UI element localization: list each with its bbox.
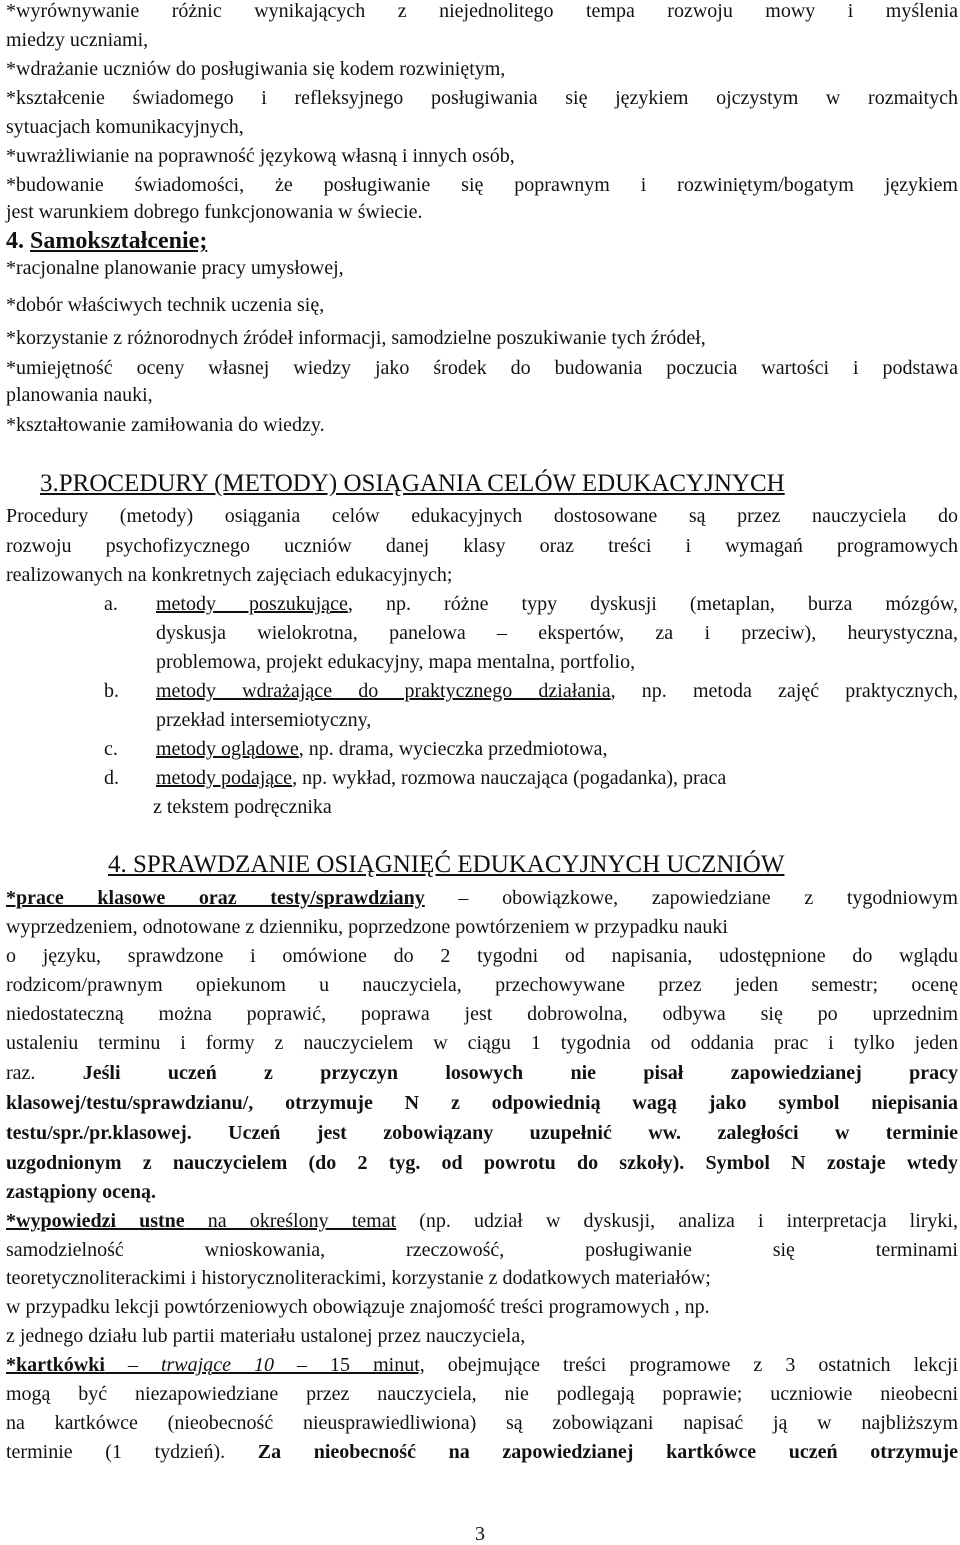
paragraph-line: klasowej/testu/sprawdzianu/, otrzymuje N z odpowiednią wagą jako symbol niepisania: [6, 1092, 958, 1114]
paragraph-line: [6, 887, 958, 909]
bullet-line: *wdrażanie uczniów do posługiwania się kodem rozwiniętym,: [6, 58, 506, 80]
underlined-text: –: [104, 1354, 161, 1376]
paragraph-line: realizowanych na konkretnych zajęciach edukacyjnych;: [6, 564, 453, 586]
list-marker: d.: [104, 767, 119, 789]
paragraph-text: obejmujące treści programowe z 3 ostatnich lekcji: [424, 1354, 959, 1376]
paragraph-line: [6, 1210, 958, 1232]
paragraph-line: ustaleniu terminu i formy z nauczycielem w ciągu 1 tygodnia od oddania prac i tylko jeden: [6, 1032, 958, 1054]
paragraph-line: [6, 1441, 958, 1463]
method-name: metody podające: [156, 767, 293, 789]
method-name: metody wdrażające do praktycznego działania: [156, 680, 611, 702]
bullet-line: *racjonalne planowanie pracy umysłowej,: [6, 257, 344, 279]
paragraph-line: uzgodnionym z nauczycielem (do 2 tyg. od powrotu do szkoły). Symbol N zostaje wtedy: [6, 1152, 958, 1174]
section-heading: 3.PROCEDURY (METODY) OSIĄGANIA CELÓW EDUKACYJNYCH: [40, 470, 785, 497]
paragraph-line: rozwoju psychofizycznego uczniów danej klasy oraz treści i wymagań programowych: [6, 535, 958, 557]
list-item-text: [156, 767, 726, 789]
assessment-type: *prace klasowe oraz testy/sprawdziany: [6, 887, 425, 909]
list-item-text: dyskusja wielokrotna, panelowa – ekspertów, za i przeciw), heurystyczna,: [156, 622, 958, 644]
paragraph-line: [6, 1062, 958, 1084]
list-item-text: problemowa, projekt edukacyjny, mapa mentalna, portfolio,: [156, 651, 636, 673]
paragraph-line: o języku, sprawdzone i omówione do 2 tygodni od napisania, udostępnione do wglądu: [6, 945, 958, 967]
section-heading: [6, 227, 958, 255]
paragraph-line: testu/spr./pr.klasowej. Uczeń jest zobowiązany uzupełnić ww. zaległości w terminie: [6, 1122, 958, 1144]
paragraph-line: z jednego działu lub partii materiału ustalonej przez nauczyciela,: [6, 1325, 526, 1347]
bullet-line: *wyrównywanie różnic wynikających z niejednolitego tempa rozwoju mowy i myślenia: [6, 0, 958, 22]
paragraph-line: [6, 1354, 958, 1376]
method-name: metody poszukujące: [156, 593, 348, 615]
paragraph-text: terminie (1 tydzień).: [6, 1441, 258, 1463]
bold-text: Jeśli uczeń z przyczyn losowych nie pisał zapowiedzianej pracy: [82, 1062, 958, 1084]
bullet-line: *uwrażliwianie na poprawność językową własną i innych osób,: [6, 145, 515, 167]
paragraph-line: zastąpiony oceną.: [6, 1181, 156, 1203]
bullet-line: *kształcenie świadomego i refleksyjnego posługiwania się językiem ojczystym w rozmaitych: [6, 87, 958, 109]
list-item-rest: , np. drama, wycieczka przedmiotowa,: [298, 738, 608, 760]
underlined-text: – 15 minut,: [274, 1354, 425, 1376]
section-title: Samokształcenie;: [30, 228, 208, 254]
italic-text: trwające 10: [160, 1354, 274, 1376]
page-number: 3: [475, 1523, 485, 1545]
paragraph-line: Procedury (metody) osiągania celów edukacyjnych dostosowane są przez nauczyciela do: [6, 505, 958, 527]
paragraph-text: (np. udział w dyskusji, analiza i interpretacja liryki,: [396, 1210, 958, 1232]
paragraph-line: samodzielność wnioskowania, rzeczowość, posługiwanie się terminami: [6, 1239, 958, 1261]
method-name: metody oglądowe: [156, 738, 299, 760]
underlined-text: na określony temat: [184, 1210, 397, 1232]
assessment-type: *wypowiedzi ustne: [6, 1210, 185, 1232]
bullet-line: *kształtowanie zamiłowania do wiedzy.: [6, 414, 325, 436]
list-marker: a.: [104, 593, 118, 615]
paragraph-line: rodzicom/prawnym opiekunom u nauczyciela, przechowywane przez jeden semestr; ocenę: [6, 974, 958, 996]
list-item-rest: , np. metoda zajęć praktycznych,: [610, 680, 958, 702]
paragraph-line: wyprzedzeniem, odnotowane z dzienniku, poprzedzone powtórzeniem w przypadku nauki: [6, 916, 728, 938]
list-item-rest: , np. wykład, rozmowa nauczająca (pogadanka), praca: [292, 767, 727, 789]
list-item-text: [156, 738, 608, 760]
bullet-line: miedzy uczniami,: [6, 29, 149, 51]
list-item-rest: , np. różne typy dyskusji (metaplan, burza mózgów,: [347, 593, 958, 615]
list-marker: c.: [104, 738, 118, 760]
bullet-line: jest warunkiem dobrego funkcjonowania w świecie.: [6, 201, 423, 223]
list-item-text: przekład intersemiotyczny,: [156, 709, 372, 731]
paragraph-text: raz.: [6, 1062, 83, 1084]
bullet-line: *dobór właściwych technik uczenia się,: [6, 294, 325, 316]
paragraph-line: mogą być niezapowiedziane przez nauczyciela, nie podlegają poprawie; uczniowie nieobecni: [6, 1383, 958, 1405]
bullet-line: planowania nauki,: [6, 384, 153, 406]
bullet-line: *budowanie świadomości, że posługiwanie się poprawnym i rozwiniętym/bogatym językiem: [6, 174, 958, 196]
bullet-line: *korzystanie z różnorodnych źródeł informacji, samodzielne poszukiwanie tych źródeł,: [6, 327, 706, 349]
list-item-text: z tekstem podręcznika: [153, 796, 332, 818]
list-item-text: [156, 593, 958, 615]
list-marker: b.: [104, 680, 119, 702]
bold-text: Za nieobecność na zapowiedzianej kartkówce uczeń otrzymuje: [257, 1441, 958, 1463]
paragraph-line: teoretycznoliterackimi i historycznoliterackimi, korzystanie z dodatkowych materiałów;: [6, 1267, 711, 1289]
paragraph-line: w przypadku lekcji powtórzeniowych obowiązuje znajomość treści programowych , np.: [6, 1296, 710, 1318]
paragraph-text: – obowiązkowe, zapowiedziane z tygodniowym: [424, 887, 958, 909]
paragraph-line: niedostateczną można poprawić, poprawa jest dobrowolna, odbywa się po uprzednim: [6, 1003, 958, 1025]
list-item-text: [156, 680, 958, 702]
assessment-type: *kartkówki: [6, 1354, 105, 1376]
bullet-line: *umiejętność oceny własnej wiedzy jako środek do budowania poczucia wartości i podstawa: [6, 357, 958, 379]
bullet-line: sytuacjach komunikacyjnych,: [6, 116, 244, 138]
section-heading: 4. SPRAWDZANIE OSIĄGNIĘĆ EDUKACYJNYCH UCZNIÓW: [108, 851, 785, 878]
paragraph-line: na kartkówce (nieobecność nieusprawiedliwiona) są zobowiązani napisać ją w najbliższym: [6, 1412, 958, 1434]
section-number: 4.: [6, 228, 30, 254]
